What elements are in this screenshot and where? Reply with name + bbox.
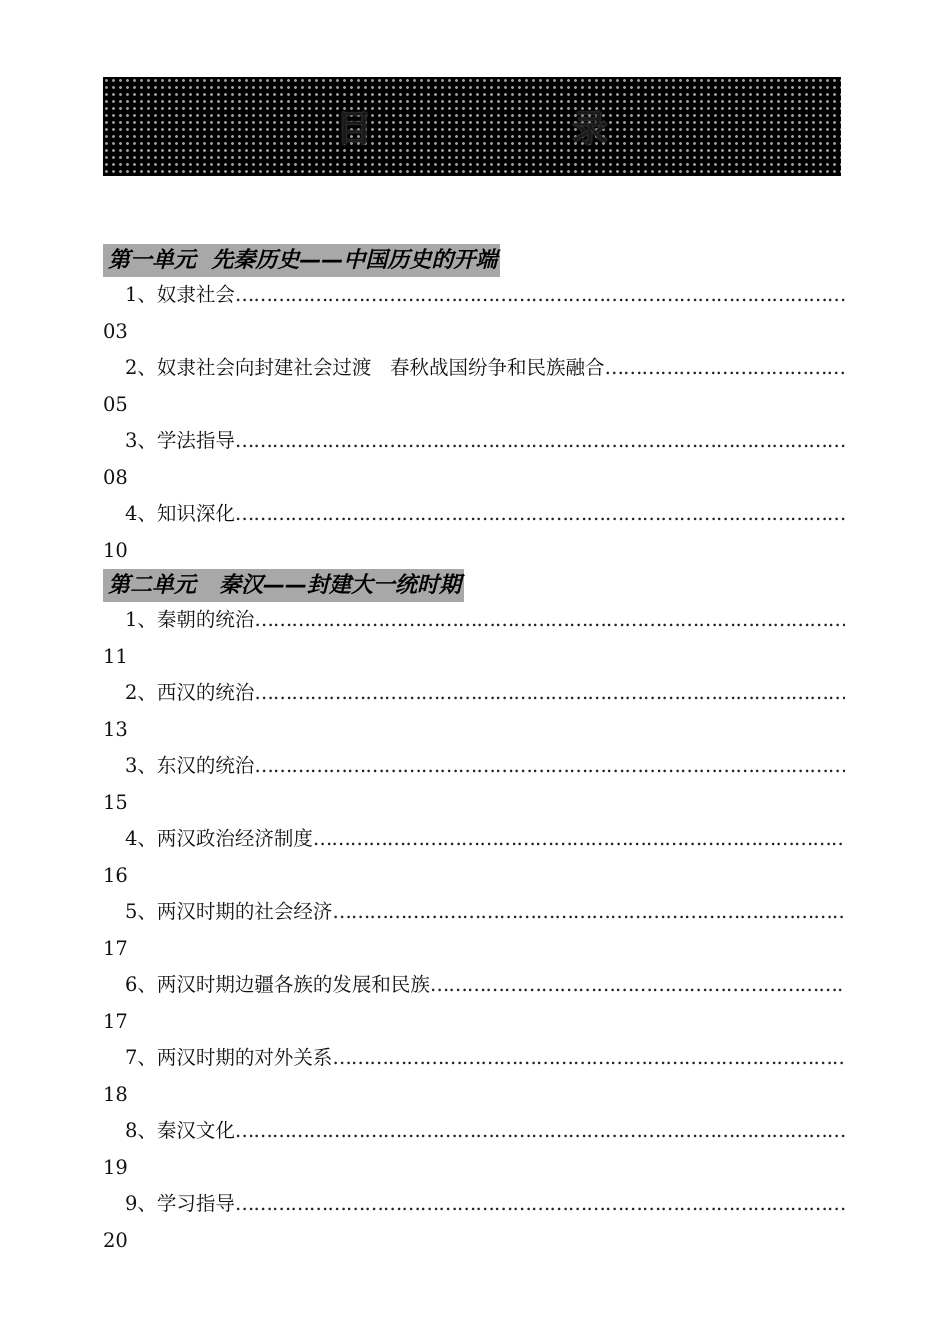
dot-leader xyxy=(332,894,845,930)
toc-entry[interactable] xyxy=(103,675,845,748)
toc-entry[interactable] xyxy=(103,1186,845,1259)
toc-entry-page: 20 xyxy=(103,1229,128,1252)
dot-leader xyxy=(430,967,845,1003)
toc-entry-page: 10 xyxy=(103,539,128,562)
table-of-contents xyxy=(103,244,845,1259)
toc-entry[interactable] xyxy=(103,748,845,821)
toc-entry-label: 6、两汉时期边疆各族的发展和民族 xyxy=(125,973,430,996)
toc-entry-label: 5、两汉时期的社会经济 xyxy=(125,900,333,923)
toc-entry-label: 9、学习指导 xyxy=(125,1192,235,1215)
toc-entry-label: 2、西汉的统治 xyxy=(125,681,255,704)
dot-leader xyxy=(254,602,845,638)
toc-entry-label: 8、秦汉文化 xyxy=(125,1119,235,1142)
toc-entry[interactable] xyxy=(103,496,845,569)
toc-entry-page: 13 xyxy=(103,718,128,741)
toc-entry-page: 05 xyxy=(103,393,128,416)
title-banner xyxy=(103,77,841,176)
toc-entry-label: 2、奴隶社会向封建社会过渡 春秋战国纷争和民族融合 xyxy=(125,356,605,379)
dot-leader xyxy=(235,496,845,532)
dot-leader xyxy=(605,350,845,386)
toc-entry[interactable] xyxy=(103,602,845,675)
dot-leader xyxy=(254,675,845,711)
unit-heading: 第二单元 秦汉——封建大一统时期 xyxy=(103,569,464,602)
page-title: 目录 xyxy=(335,109,808,150)
toc-entry-label: 1、秦朝的统治 xyxy=(125,608,255,631)
toc-entry-page: 08 xyxy=(103,466,128,489)
toc-entry[interactable] xyxy=(103,1113,845,1186)
toc-entry-page: 18 xyxy=(103,1083,128,1106)
dot-leader xyxy=(235,423,845,459)
toc-entry-page: 03 xyxy=(103,320,128,343)
unit-section xyxy=(103,244,845,569)
toc-entry[interactable] xyxy=(103,1040,845,1113)
toc-entry-label: 3、东汉的统治 xyxy=(125,754,255,777)
toc-entry-label: 7、两汉时期的对外关系 xyxy=(125,1046,333,1069)
toc-entry-label: 3、学法指导 xyxy=(125,429,235,452)
toc-entry-page: 15 xyxy=(103,791,128,814)
toc-entry-page: 16 xyxy=(103,864,128,887)
toc-entry[interactable] xyxy=(103,277,845,350)
dot-leader xyxy=(235,277,845,313)
toc-entry-label: 4、知识深化 xyxy=(125,502,235,525)
unit-heading: 第一单元 先秦历史——中国历史的开端 xyxy=(103,244,500,277)
dot-leader xyxy=(332,1040,845,1076)
toc-entry-page: 17 xyxy=(103,937,128,960)
toc-entry-page: 19 xyxy=(103,1156,128,1179)
dot-leader xyxy=(313,821,845,857)
toc-entry[interactable] xyxy=(103,894,845,967)
toc-entry[interactable] xyxy=(103,821,845,894)
toc-entry[interactable] xyxy=(103,967,845,1040)
dot-leader xyxy=(254,748,845,784)
toc-entry-label: 4、两汉政治经济制度 xyxy=(125,827,313,850)
toc-entry-label: 1、奴隶社会 xyxy=(125,283,235,306)
toc-entry[interactable] xyxy=(103,350,845,423)
dot-leader xyxy=(235,1113,845,1149)
dot-leader xyxy=(235,1186,845,1222)
unit-section xyxy=(103,569,845,1259)
toc-entry-page: 17 xyxy=(103,1010,128,1033)
toc-entry-page: 11 xyxy=(103,645,128,668)
toc-entry[interactable] xyxy=(103,423,845,496)
